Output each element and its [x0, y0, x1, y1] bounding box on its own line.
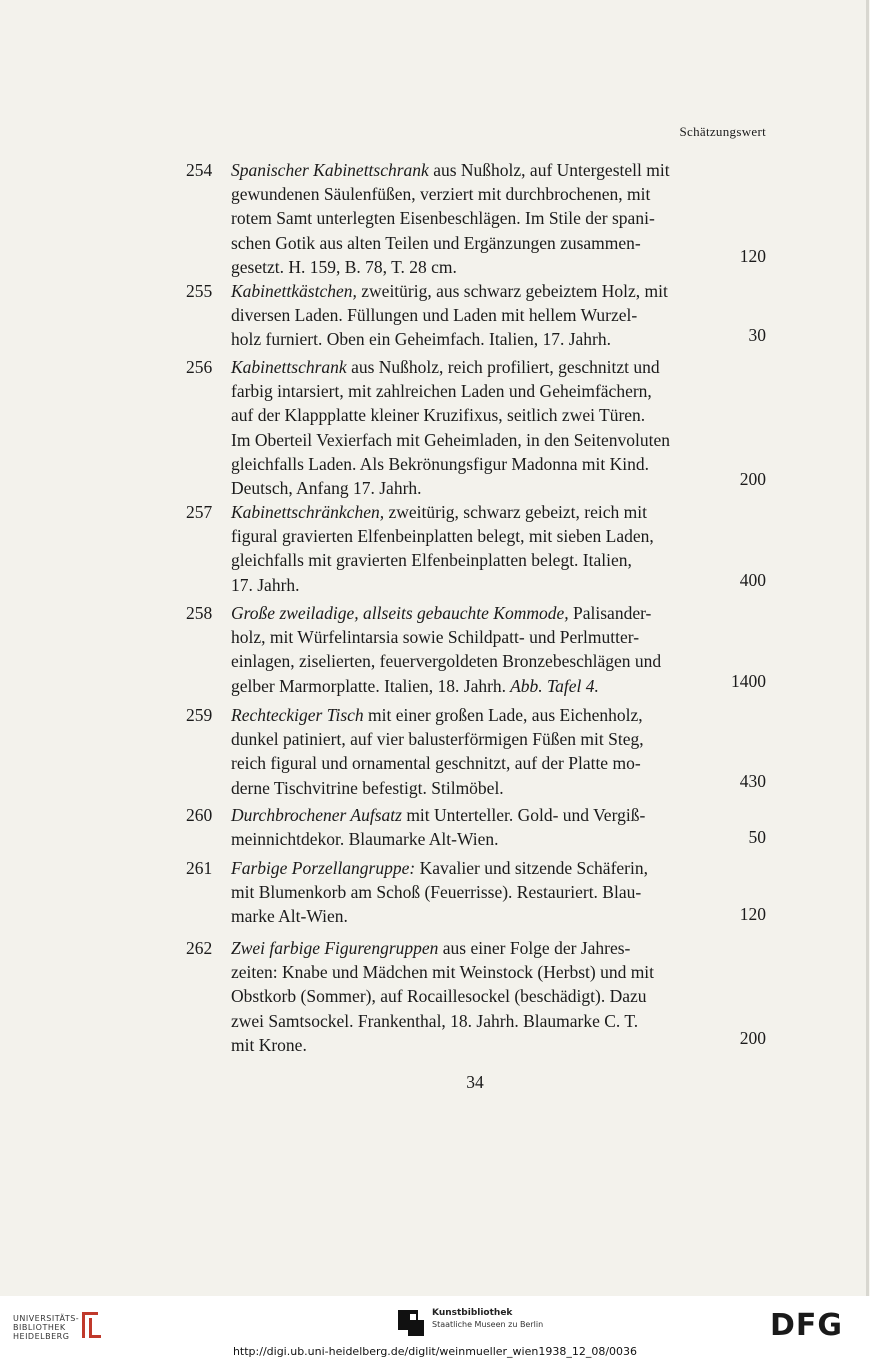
lot-title: Kabinettschrank	[231, 357, 347, 377]
lot-description: Rechteckiger Tisch mit einer großen Lade, aus Eichenholz, dunkel patiniert, auf vier balusterförmigen Füßen mit Steg, reich figural und ornamental geschnitzt, auf der Platte mo- derne Tischvitrine befestigt. Stilmöbel.	[231, 705, 644, 798]
lot-number: 259	[186, 705, 213, 725]
lot-description: Zwei farbige Figurengruppen aus einer Folge der Jahres- zeiten: Knabe und Mädchen mit Weinstock (Herbst) und mit Obstkorb (Sommer), auf Rocaillesockel (beschädigt). Dazu zwei Samtsockel. Frankenthal, 18. Jahrh. Blaumarke C. T. mit Krone.	[231, 938, 655, 1055]
lot-title: Zwei farbige Figurengruppen	[231, 938, 439, 958]
plate-reference: Abb. Tafel 4.	[506, 675, 599, 696]
page-number: 34	[466, 1072, 484, 1092]
lot-number: 262	[186, 938, 213, 958]
column-header: Schätzungswert	[679, 124, 766, 139]
lot-title: Farbige Porzellangruppe:	[231, 858, 416, 878]
lot-number: 260	[186, 805, 213, 825]
lot-title: Kabinettkästchen,	[231, 281, 357, 301]
lot-title: Rechteckiger Tisch	[231, 705, 364, 725]
lot-title: Kabinettschränkchen,	[231, 502, 385, 522]
lot-description: Farbige Porzellangruppe: Kavalier und sitzende Schäferin, mit Blumenkorb am Schoß (Feuerrisse). Restauriert. Blau- marke Alt-Wien.	[231, 858, 648, 927]
lot-description: Kabinettschrank aus Nußholz, reich profiliert, geschnitzt und farbig intarsiert, mit zahlreichen Laden und Geheimfächern, auf der Klappplatte kleiner Kruzifixus, seitlich zwei Türen. Im Oberteil Vexierfach mit Geheimladen, in den Seitenvoluten gleichfalls Laden. Als Bekrönungsfigur Madonna mit Kind. Deutsch, Anfang 17. Jahrh.	[231, 357, 670, 499]
kunstbibliothek-title: Kunstbibliothek	[432, 1308, 513, 1318]
lot-number: 258	[186, 603, 213, 623]
lot-title: Große zweiladige, allseits gebauchte Kommode,	[231, 603, 569, 623]
lot-price: 1400	[731, 671, 766, 691]
lot-number: 256	[186, 357, 213, 377]
lot-price: 120	[739, 246, 766, 266]
kunstbibliothek-logo-icon	[398, 1310, 424, 1336]
lot-price: 30	[748, 325, 766, 345]
lot-number: 257	[186, 502, 213, 522]
lot-price: 120	[739, 904, 766, 924]
lot-description: Große zweiladige, allseits gebauchte Kommode, Palisander- holz, mit Würfelintarsia sowie Schildpatt- und Perlmutter- einlagen, ziselierten, feuervergoldeten Bronzebeschlägen und gelber Marmorplatte. Italien, 18. Jahrh. Abb. Tafel 4.	[231, 603, 662, 696]
source-url-link[interactable]: http://digi.ub.uni-heidelberg.de/diglit/weinmueller_wien1938_12_08/0036	[232, 1345, 638, 1358]
lot-description: Kabinettschränkchen, zweitürig, schwarz gebeizt, reich mit figural gravierten Elfenbeinplatten belegt, mit sieben Laden, gleichfalls mit gravierten Elfenbeinplatten belegt. Italien, 17. Jahrh.	[231, 502, 654, 595]
lot-title: Durchbrochener Aufsatz	[231, 805, 402, 825]
lot-price: 200	[739, 1028, 766, 1048]
dfg-logo[interactable]: DFG	[770, 1308, 844, 1343]
lot-description: Kabinettkästchen, zweitürig, aus schwarz gebeiztem Holz, mit diversen Laden. Füllungen und Laden mit hellem Wurzel- holz furniert. Oben ein Geheimfach. Italien, 17. Jahrh.	[231, 281, 668, 350]
lot-description: Spanischer Kabinettschrank aus Nußholz, auf Untergestell mit gewundenen Säulenfüßen, verziert mit durchbrochenen, mit rotem Samt unterlegten Eisenbeschlägen. Im Stile der spani- schen Gotik aus alten Teilen und Ergänzungen zusammen- gesetzt. H. 159, B. 78, T. 28 cm.	[231, 160, 670, 277]
digitization-footer	[0, 1296, 870, 1361]
lot-title: Spanischer Kabinettschrank	[231, 160, 429, 180]
lot-number: 254	[186, 160, 213, 180]
lot-price: 430	[739, 771, 766, 791]
university-library-logo[interactable]: UNIVERSITÄTS- BIBLIOTHEK HEIDELBERG	[13, 1314, 80, 1341]
lot-price: 50	[748, 827, 766, 847]
lot-number: 255	[186, 281, 213, 301]
lot-price: 200	[739, 469, 766, 489]
lot-number: 261	[186, 858, 213, 878]
lot-price: 400	[739, 570, 766, 590]
kunstbibliothek-subtitle: Staatliche Museen zu Berlin	[432, 1320, 544, 1329]
lot-description: Durchbrochener Aufsatz mit Unterteller. Gold- und Vergiß- meinnichtdekor. Blaumarke Alt-Wien.	[231, 805, 646, 850]
university-emblem-icon	[80, 1308, 104, 1342]
